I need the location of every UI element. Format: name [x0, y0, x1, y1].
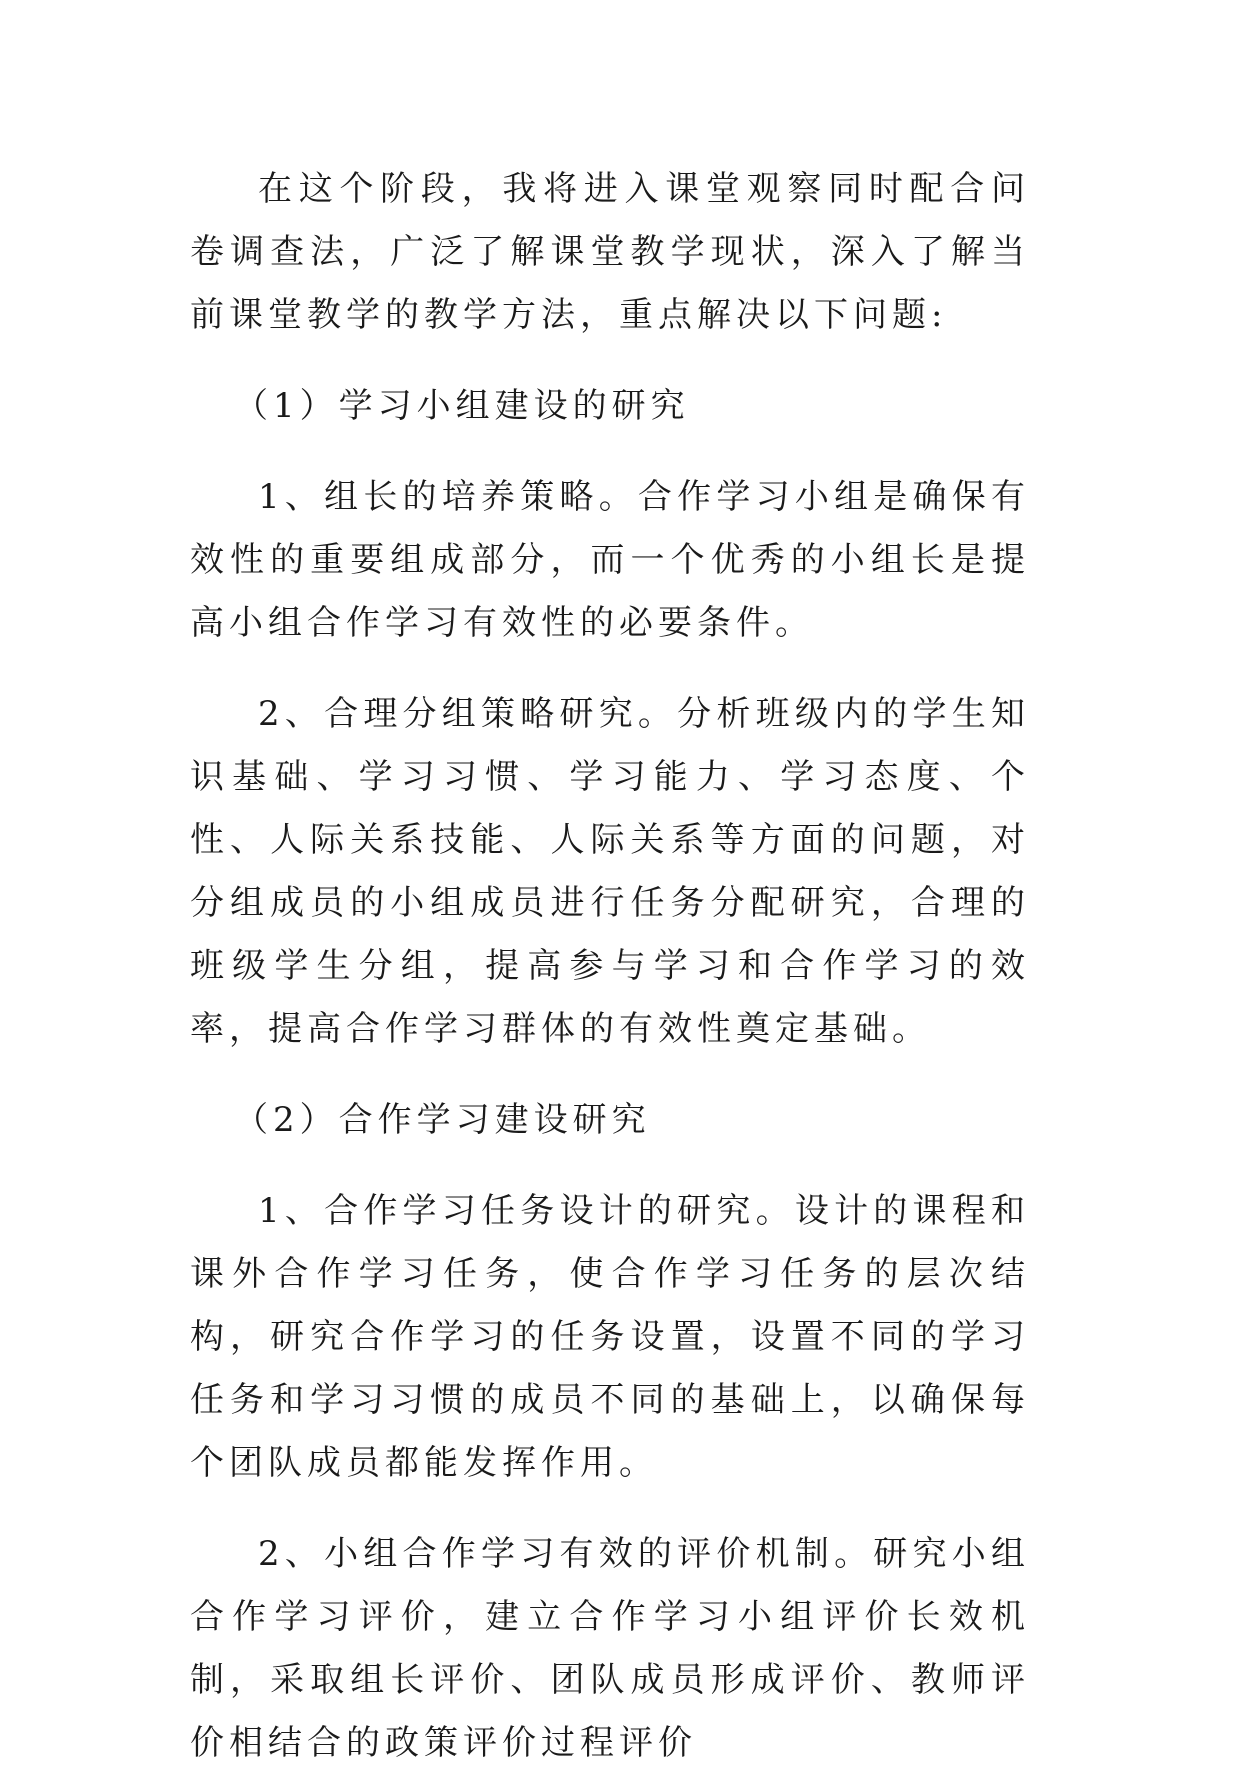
- paragraph-task-design: 1、合作学习任务设计的研究。设计的课程和课外合作学习任务，使合作学习任务的层次结构，研究合作学习的任务设置，设置不同的学习任务和学习习惯的成员不同的基础上，以确保每个团队成员都能发挥作用。: [190, 1191, 1030, 1483]
- section-heading-2: （2）合作学习建设研究: [234, 1100, 651, 1140]
- paragraph-leader-training: 1、组长的培养策略。合作学习小组是确保有效性的重要组成部分，而一个优秀的小组长是提高小组合作学习有效性的必要条件。: [190, 477, 1030, 643]
- paragraph-evaluation-mechanism: 2、小组合作学习有效的评价机制。研究小组合作学习评价，建立合作学习小组评价长效机制，采取组长评价、团队成员形成评价、教师评价相结合的政策评价过程评价: [190, 1534, 1030, 1763]
- document-body: [190, 158, 1030, 1775]
- paragraph-grouping-strategy: 2、合理分组策略研究。分析班级内的学生知识基础、学习习惯、学习能力、学习态度、个性、人际关系技能、人际关系等方面的问题，对分组成员的小组成员进行任务分配研究，合理的班级学生分组，提高参与学习和合作学习的效率，提高合作学习群体的有效性奠定基础。: [190, 694, 1030, 1049]
- intro-paragraph: 在这个阶段，我将进入课堂观察同时配合问卷调查法，广泛了解课堂教学现状，深入了解当前课堂教学的教学方法，重点解决以下问题:: [190, 169, 1030, 335]
- section-heading-1: （1）学习小组建设的研究: [234, 386, 690, 426]
